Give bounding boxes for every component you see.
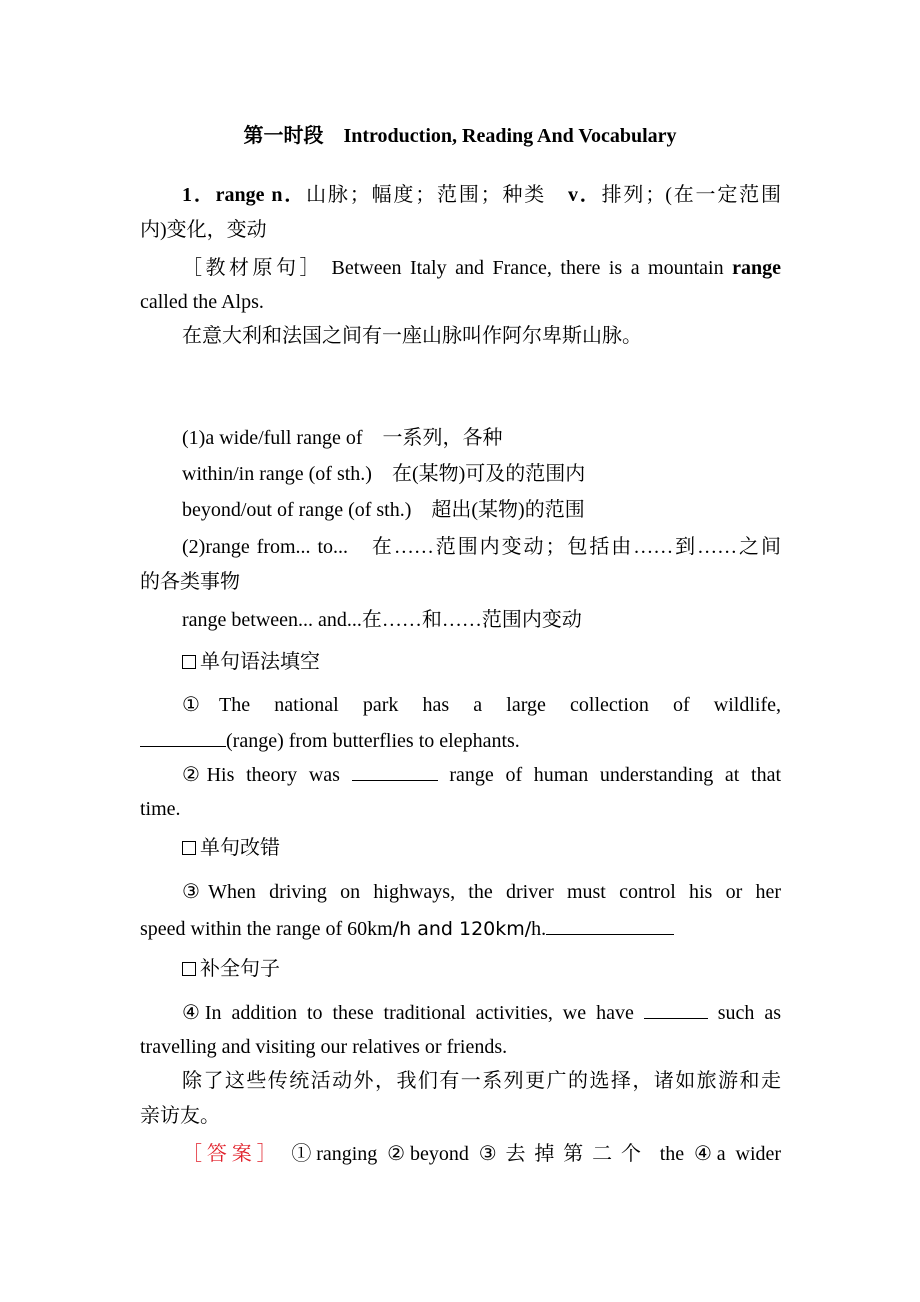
textbook-tag: ［教材原句］ — [182, 257, 323, 279]
question-1-line-1: ①The national park has a large collection of wildlife, — [182, 694, 781, 716]
checkbox-icon — [182, 841, 196, 855]
textbook-translation: 在意大利和法国之间有一座山脉叫作阿尔卑斯山脉。 — [182, 325, 642, 347]
answer-blank[interactable] — [140, 726, 226, 747]
question-3-line-2 — [140, 914, 781, 943]
phrase-4: (2)range from... to... 在……范围内变动；包括由……到……之间 — [182, 536, 781, 558]
checkbox-icon — [182, 655, 196, 669]
textbook-sentence-line-2: called the Alps. — [140, 291, 264, 313]
question-4-translation-2: 亲访友。 — [140, 1105, 220, 1127]
phrase-5: range between... and...在……和……范围内变动 — [182, 609, 582, 631]
question-3-line-1: ③When driving on highways, the driver must control his or her — [182, 881, 781, 903]
answer-3-en: the — [659, 1143, 685, 1165]
textbook-keyword: range — [732, 257, 781, 279]
question-4-text-a2: such as — [717, 1002, 782, 1024]
section-complete-heading — [182, 955, 781, 983]
answer-line — [182, 1140, 781, 1168]
section-correct-heading — [182, 834, 781, 862]
entry-word: range n． — [215, 184, 307, 206]
entry-def-noun: 山脉；幅度；范围；种类 — [306, 184, 568, 206]
answer-1: ①ranging — [291, 1143, 378, 1165]
textbook-sentence-line-1 — [182, 254, 781, 282]
question-1-line-2 — [140, 726, 781, 755]
answer-2: ②beyond — [387, 1143, 469, 1165]
section-correct-label: 单句改错 — [200, 837, 280, 859]
question-3-text-b3: h. — [531, 918, 547, 940]
answer-tag: ［答案］ — [182, 1143, 282, 1165]
entry-pos-verb: v． — [567, 184, 602, 206]
section-fill-label: 单句语法填空 — [200, 651, 320, 673]
answer-blank[interactable] — [352, 760, 438, 781]
question-3-text-b1: speed within the range of 60km — [140, 918, 393, 940]
phrase-1: (1)a wide/full range of 一系列，各种 — [182, 427, 503, 449]
section-title: 第一时段 Introduction, Reading And Vocabulary — [243, 125, 677, 147]
entry-line-2: 内)变化，变动 — [140, 219, 267, 241]
answer-4: ④a wider — [694, 1143, 782, 1165]
answer-blank[interactable] — [644, 998, 708, 1019]
question-2-text-a2: range of human understanding at that — [449, 764, 782, 786]
question-2-line-2: time. — [140, 798, 181, 820]
question-3-text-b2: /h and 120km/ — [392, 918, 532, 940]
question-2-text-a1: ②His theory was — [182, 764, 340, 786]
entry-number: 1． — [182, 184, 216, 206]
question-4-line-1 — [182, 998, 781, 1027]
entry-line-1 — [182, 181, 781, 209]
answer-blank[interactable] — [546, 914, 674, 935]
phrase-3: beyond/out of range (of sth.) 超出(某物)的范围 — [182, 499, 585, 521]
section-complete-label: 补全句子 — [200, 958, 280, 980]
question-4-translation-1: 除了这些传统活动外，我们有一系列更广的选择，诸如旅游和走 — [182, 1070, 781, 1092]
question-1-text-b: (range) from butterflies to elephants. — [226, 730, 520, 752]
checkbox-icon — [182, 962, 196, 976]
textbook-sentence-a: Between Italy and France, there is a mountain — [331, 257, 724, 279]
phrase-2: within/in range (of sth.) 在(某物)可及的范围内 — [182, 463, 586, 485]
answer-3 — [479, 1143, 684, 1165]
question-4-text-a1: ④In addition to these traditional activities, we have — [182, 1002, 634, 1024]
question-2-line-1 — [182, 760, 781, 789]
section-fill-heading — [182, 648, 781, 676]
phrase-4-cont: 的各类事物 — [140, 571, 240, 593]
entry-def-verb: 排列；(在一定范围 — [601, 184, 781, 206]
question-4-line-2: travelling and visiting our relatives or friends. — [140, 1036, 508, 1058]
answer-3-zh: ③去掉第二个 — [478, 1143, 650, 1165]
